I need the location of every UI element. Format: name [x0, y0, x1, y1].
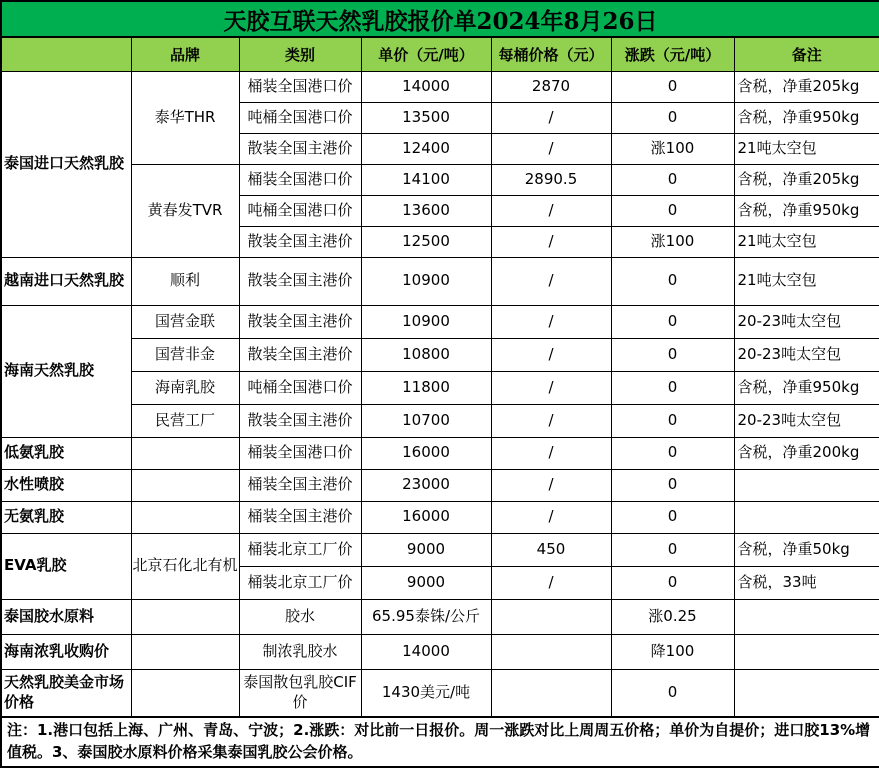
brand-cell: [131, 634, 239, 669]
category-cell: 泰国散包乳胶CIF价: [239, 669, 361, 717]
barrel-price-cell: /: [491, 404, 611, 437]
brand-cell: 国营金联: [131, 305, 239, 338]
change-cell: 0: [611, 404, 734, 437]
category-cell: 桶装全国主港价: [239, 501, 361, 533]
group-cell: EVA乳胶: [1, 533, 131, 599]
footnote: 注：1.港口包括上海、广州、青岛、宁波；2.涨跌：对比前一日报价。周一涨跌对比上周周五价格；单价为自提价；进口胶13%增值税。3、泰国胶水原料价格采集泰国乳胶公会价格。: [1, 717, 879, 767]
note-cell: 21吨太空包: [734, 133, 879, 164]
header-row: [1, 37, 879, 71]
table-row: [1, 71, 879, 102]
table-row: [1, 501, 879, 533]
group-cell: 无氨乳胶: [1, 501, 131, 533]
barrel-price-cell: [491, 599, 611, 634]
change-cell: 涨0.25: [611, 599, 734, 634]
footnote-row: [1, 717, 879, 767]
change-cell: 涨100: [611, 226, 734, 257]
column-header-note: 备注: [734, 37, 879, 71]
change-cell: 0: [611, 305, 734, 338]
category-cell: 散装全国主港价: [239, 226, 361, 257]
table-row: [1, 533, 879, 566]
change-cell: 0: [611, 164, 734, 195]
group-cell: 海南浓乳收购价: [1, 634, 131, 669]
category-cell: 制浓乳胶水: [239, 634, 361, 669]
change-cell: 0: [611, 469, 734, 501]
brand-cell: [131, 469, 239, 501]
note-cell: 21吨太空包: [734, 257, 879, 305]
note-cell: 含税，净重950kg: [734, 102, 879, 133]
price-cell: 14000: [361, 634, 491, 669]
page-title: 天胶互联天然乳胶报价单2024年8月26日: [1, 1, 879, 37]
brand-cell: 国营非金: [131, 338, 239, 371]
price-cell: 65.95泰铢/公斤: [361, 599, 491, 634]
category-cell: 桶装全国主港价: [239, 469, 361, 501]
group-cell: 天然乳胶美金市场价格: [1, 669, 131, 717]
category-cell: 散装全国主港价: [239, 305, 361, 338]
column-header-change: 涨跌（元/吨）: [611, 37, 734, 71]
price-cell: 9000: [361, 566, 491, 599]
category-cell: 吨桶全国港口价: [239, 102, 361, 133]
change-cell: 降100: [611, 634, 734, 669]
column-header-brand: 品牌: [131, 37, 239, 71]
note-cell: 20-23吨太空包: [734, 404, 879, 437]
table-row: [1, 164, 879, 195]
note-cell: 含税，净重950kg: [734, 371, 879, 404]
brand-cell: 民营工厂: [131, 404, 239, 437]
barrel-price-cell: 450: [491, 533, 611, 566]
barrel-price-cell: /: [491, 305, 611, 338]
barrel-price-cell: /: [491, 338, 611, 371]
category-cell: 桶装北京工厂价: [239, 533, 361, 566]
column-header-category: 类别: [239, 37, 361, 71]
brand-cell: [131, 599, 239, 634]
barrel-price-cell: /: [491, 195, 611, 226]
category-cell: 桶装全国港口价: [239, 437, 361, 469]
barrel-price-cell: [491, 634, 611, 669]
barrel-price-cell: 2890.5: [491, 164, 611, 195]
barrel-price-cell: [491, 669, 611, 717]
table-row: [1, 371, 879, 404]
price-cell: 10700: [361, 404, 491, 437]
brand-cell: [131, 437, 239, 469]
price-cell: 10800: [361, 338, 491, 371]
note-cell: [734, 469, 879, 501]
change-cell: 0: [611, 71, 734, 102]
barrel-price-cell: /: [491, 257, 611, 305]
change-cell: 0: [611, 338, 734, 371]
table-row: [1, 404, 879, 437]
category-cell: 散装全国主港价: [239, 338, 361, 371]
price-cell: 11800: [361, 371, 491, 404]
price-cell: 16000: [361, 501, 491, 533]
price-cell: 14100: [361, 164, 491, 195]
category-cell: 散装全国主港价: [239, 133, 361, 164]
price-cell: 10900: [361, 305, 491, 338]
group-cell: 泰国胶水原料: [1, 599, 131, 634]
change-cell: 0: [611, 501, 734, 533]
brand-cell: 顺利: [131, 257, 239, 305]
group-cell: 海南天然乳胶: [1, 305, 131, 437]
price-cell: 12400: [361, 133, 491, 164]
table-row: [1, 669, 879, 717]
group-cell: 泰国进口天然乳胶: [1, 71, 131, 257]
header-corner: [1, 37, 131, 71]
category-cell: 散装全国主港价: [239, 257, 361, 305]
group-cell: 低氨乳胶: [1, 437, 131, 469]
note-cell: 含税，33吨: [734, 566, 879, 599]
column-header-barrel-price: 每桶价格（元）: [491, 37, 611, 71]
price-cell: 13600: [361, 195, 491, 226]
price-cell: 1430美元/吨: [361, 669, 491, 717]
table-row: [1, 469, 879, 501]
note-cell: [734, 634, 879, 669]
note-cell: 20-23吨太空包: [734, 338, 879, 371]
brand-cell: 泰华THR: [131, 71, 239, 164]
price-cell: 16000: [361, 437, 491, 469]
brand-cell: 北京石化北有机: [131, 533, 239, 599]
note-cell: 含税，净重205kg: [734, 164, 879, 195]
category-cell: 桶装全国港口价: [239, 164, 361, 195]
note-cell: [734, 501, 879, 533]
barrel-price-cell: /: [491, 371, 611, 404]
column-header-price: 单价（元/吨）: [361, 37, 491, 71]
change-cell: 0: [611, 669, 734, 717]
change-cell: 0: [611, 102, 734, 133]
group-cell: 水性喷胶: [1, 469, 131, 501]
table-row: [1, 305, 879, 338]
category-cell: 桶装全国港口价: [239, 71, 361, 102]
table-row: [1, 338, 879, 371]
note-cell: 含税，净重205kg: [734, 71, 879, 102]
change-cell: 0: [611, 257, 734, 305]
table-row: [1, 257, 879, 305]
change-cell: 0: [611, 437, 734, 469]
note-cell: 20-23吨太空包: [734, 305, 879, 338]
category-cell: 吨桶全国港口价: [239, 195, 361, 226]
title-row: [1, 1, 879, 37]
change-cell: 0: [611, 195, 734, 226]
price-cell: 23000: [361, 469, 491, 501]
change-cell: 涨100: [611, 133, 734, 164]
brand-cell: [131, 501, 239, 533]
barrel-price-cell: /: [491, 226, 611, 257]
barrel-price-cell: /: [491, 437, 611, 469]
barrel-price-cell: 2870: [491, 71, 611, 102]
change-cell: 0: [611, 371, 734, 404]
note-cell: [734, 599, 879, 634]
table-row: [1, 634, 879, 669]
note-cell: 含税，净重200kg: [734, 437, 879, 469]
price-cell: 12500: [361, 226, 491, 257]
brand-cell: 黄春发TVR: [131, 164, 239, 257]
barrel-price-cell: /: [491, 102, 611, 133]
change-cell: 0: [611, 566, 734, 599]
change-cell: 0: [611, 533, 734, 566]
barrel-price-cell: /: [491, 133, 611, 164]
note-cell: [734, 669, 879, 717]
category-cell: 散装全国主港价: [239, 404, 361, 437]
table-row: [1, 599, 879, 634]
note-cell: 21吨太空包: [734, 226, 879, 257]
note-cell: 含税，净重50kg: [734, 533, 879, 566]
brand-cell: 海南乳胶: [131, 371, 239, 404]
price-cell: 9000: [361, 533, 491, 566]
barrel-price-cell: /: [491, 501, 611, 533]
category-cell: 胶水: [239, 599, 361, 634]
note-cell: 含税，净重950kg: [734, 195, 879, 226]
table-row: [1, 437, 879, 469]
brand-cell: [131, 669, 239, 717]
group-cell: 越南进口天然乳胶: [1, 257, 131, 305]
category-cell: 桶装北京工厂价: [239, 566, 361, 599]
category-cell: 吨桶全国港口价: [239, 371, 361, 404]
barrel-price-cell: /: [491, 566, 611, 599]
price-cell: 14000: [361, 71, 491, 102]
price-cell: 13500: [361, 102, 491, 133]
price-cell: 10900: [361, 257, 491, 305]
barrel-price-cell: /: [491, 469, 611, 501]
